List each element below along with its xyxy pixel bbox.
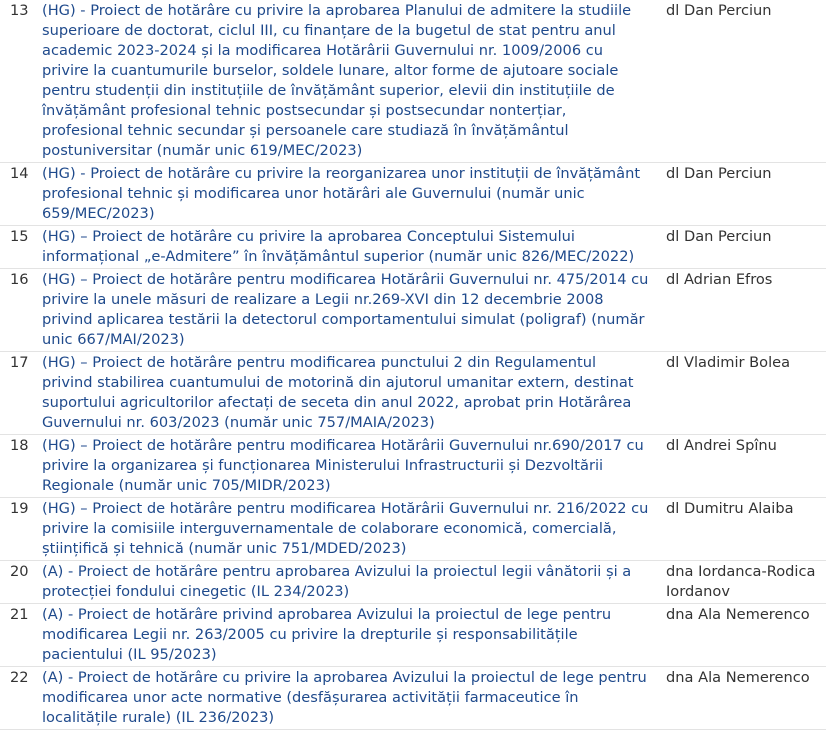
item-title-link[interactable]: (A) - Proiect de hotărâre pentru aprobarea Avizului la proiectul legii vânătorii și a protecției fondului cinegetic (IL 234/2023)	[42, 563, 632, 600]
item-title-link[interactable]: (HG) – Proiect de hotărâre pentru modificarea punctului 2 din Regulamentul privind stabilirea cuantumului de motorină din ajutorul umanitar extern, destinat suportului agricultorilor afectați de seceta din anul 2022, aprobat prin Hotărârea Guvernului nr. 603/2023 (număr unic 757/MAIA/2023)	[42, 354, 634, 431]
item-owner: dl Adrian Efros	[666, 271, 773, 288]
item-number: 20	[10, 563, 29, 580]
agenda-row	[0, 604, 826, 667]
item-number: 16	[10, 271, 29, 288]
item-number: 17	[10, 354, 29, 371]
item-owner: dna Ala Nemerenco	[666, 669, 810, 686]
item-number: 18	[10, 437, 29, 454]
item-number: 22	[10, 669, 29, 686]
agenda-row	[0, 163, 826, 226]
item-title-link[interactable]: (A) - Proiect de hotărâre privind aprobarea Avizului la proiectul de lege pentru modificarea Legii nr. 263/2005 cu privire la drepturile și responsabilitățile pacientului (IL 95/2023)	[42, 606, 612, 663]
item-title-link[interactable]: (HG) – Proiect de hotărâre cu privire la aprobarea Conceptului Sistemului informațional „e-Admitere” în învățământul superior (număr unic 826/MEC/2022)	[42, 228, 635, 265]
agenda-row	[0, 561, 826, 604]
item-title-link[interactable]: (HG) – Proiect de hotărâre pentru modificarea Hotărârii Guvernului nr. 475/2014 cu privire la unele măsuri de realizare a Legii nr.269-XVI din 12 decembrie 2008 privind aplicarea testării la detectorul comportamentului simulat (poligraf) (număr unic 667/MAI/2023)	[42, 271, 649, 348]
agenda-row	[0, 269, 826, 352]
item-owner: dl Dan Perciun	[666, 2, 772, 19]
item-number: 21	[10, 606, 29, 623]
item-owner: dl Andrei Spînu	[666, 437, 777, 454]
agenda-row	[0, 498, 826, 561]
item-owner: dl Dan Perciun	[666, 228, 772, 245]
item-title-link[interactable]: (HG) - Proiect de hotărâre cu privire la aprobarea Planului de admitere la studiile superioare de doctorat, ciclul III, cu finanțare de la bugetul de stat pentru anul academic 2023-2024 și la modificarea Hotărârii Guvernului nr. 1009/2006 cu privire la cuantumurile burselor, soldele lunare, altor forme de ajutoare sociale pentru studenții din instituțiile de învățământ superior, elevii din instituțiile de învățământ profesional tehnic postsecundar și postsecundar nonterțiar, profesional tehnic secundar și persoanele care studiază în învățământul postuniversitar (număr unic 619/MEC/2023)	[42, 2, 632, 159]
agenda-row	[0, 435, 826, 498]
agenda-row	[0, 0, 826, 163]
item-number: 15	[10, 228, 29, 245]
agenda-row	[0, 226, 826, 269]
item-title-link[interactable]: (A) - Proiect de hotărâre cu privire la aprobarea Avizului la proiectul de lege pentru modificarea unor acte normative (desfășurarea activității farmaceutice în localitățile rurale) (IL 236/2023)	[42, 669, 647, 726]
agenda-row	[0, 667, 826, 730]
item-owner: dna Ala Nemerenco	[666, 606, 810, 623]
agenda-row	[0, 352, 826, 435]
item-title-link[interactable]: (HG) - Proiect de hotărâre cu privire la reorganizarea unor instituții de învățământ profesional tehnic și modificarea unor hotărâri ale Guvernului (număr unic 659/MEC/2023)	[42, 165, 641, 222]
item-number: 13	[10, 2, 29, 19]
item-owner: dl Dan Perciun	[666, 165, 772, 182]
item-number: 19	[10, 500, 29, 517]
item-title-link[interactable]: (HG) – Proiect de hotărâre pentru modificarea Hotărârii Guvernului nr.690/2017 cu privire la organizarea și funcționarea Ministerului Infrastructurii și Dezvoltării Regionale (număr unic 705/MIDR/2023)	[42, 437, 644, 494]
item-owner: dl Vladimir Bolea	[666, 354, 791, 371]
item-owner: dna Iordanca-Rodica Iordanov	[666, 563, 816, 600]
item-owner: dl Dumitru Alaiba	[666, 500, 794, 517]
item-number: 14	[10, 165, 29, 182]
item-title-link[interactable]: (HG) – Proiect de hotărâre pentru modificarea Hotărârii Guvernului nr. 216/2022 cu privire la comisiile interguvernamentale de colaborare economică, comercială, științifică și tehnică (număr unic 751/MDED/2023)	[42, 500, 649, 557]
